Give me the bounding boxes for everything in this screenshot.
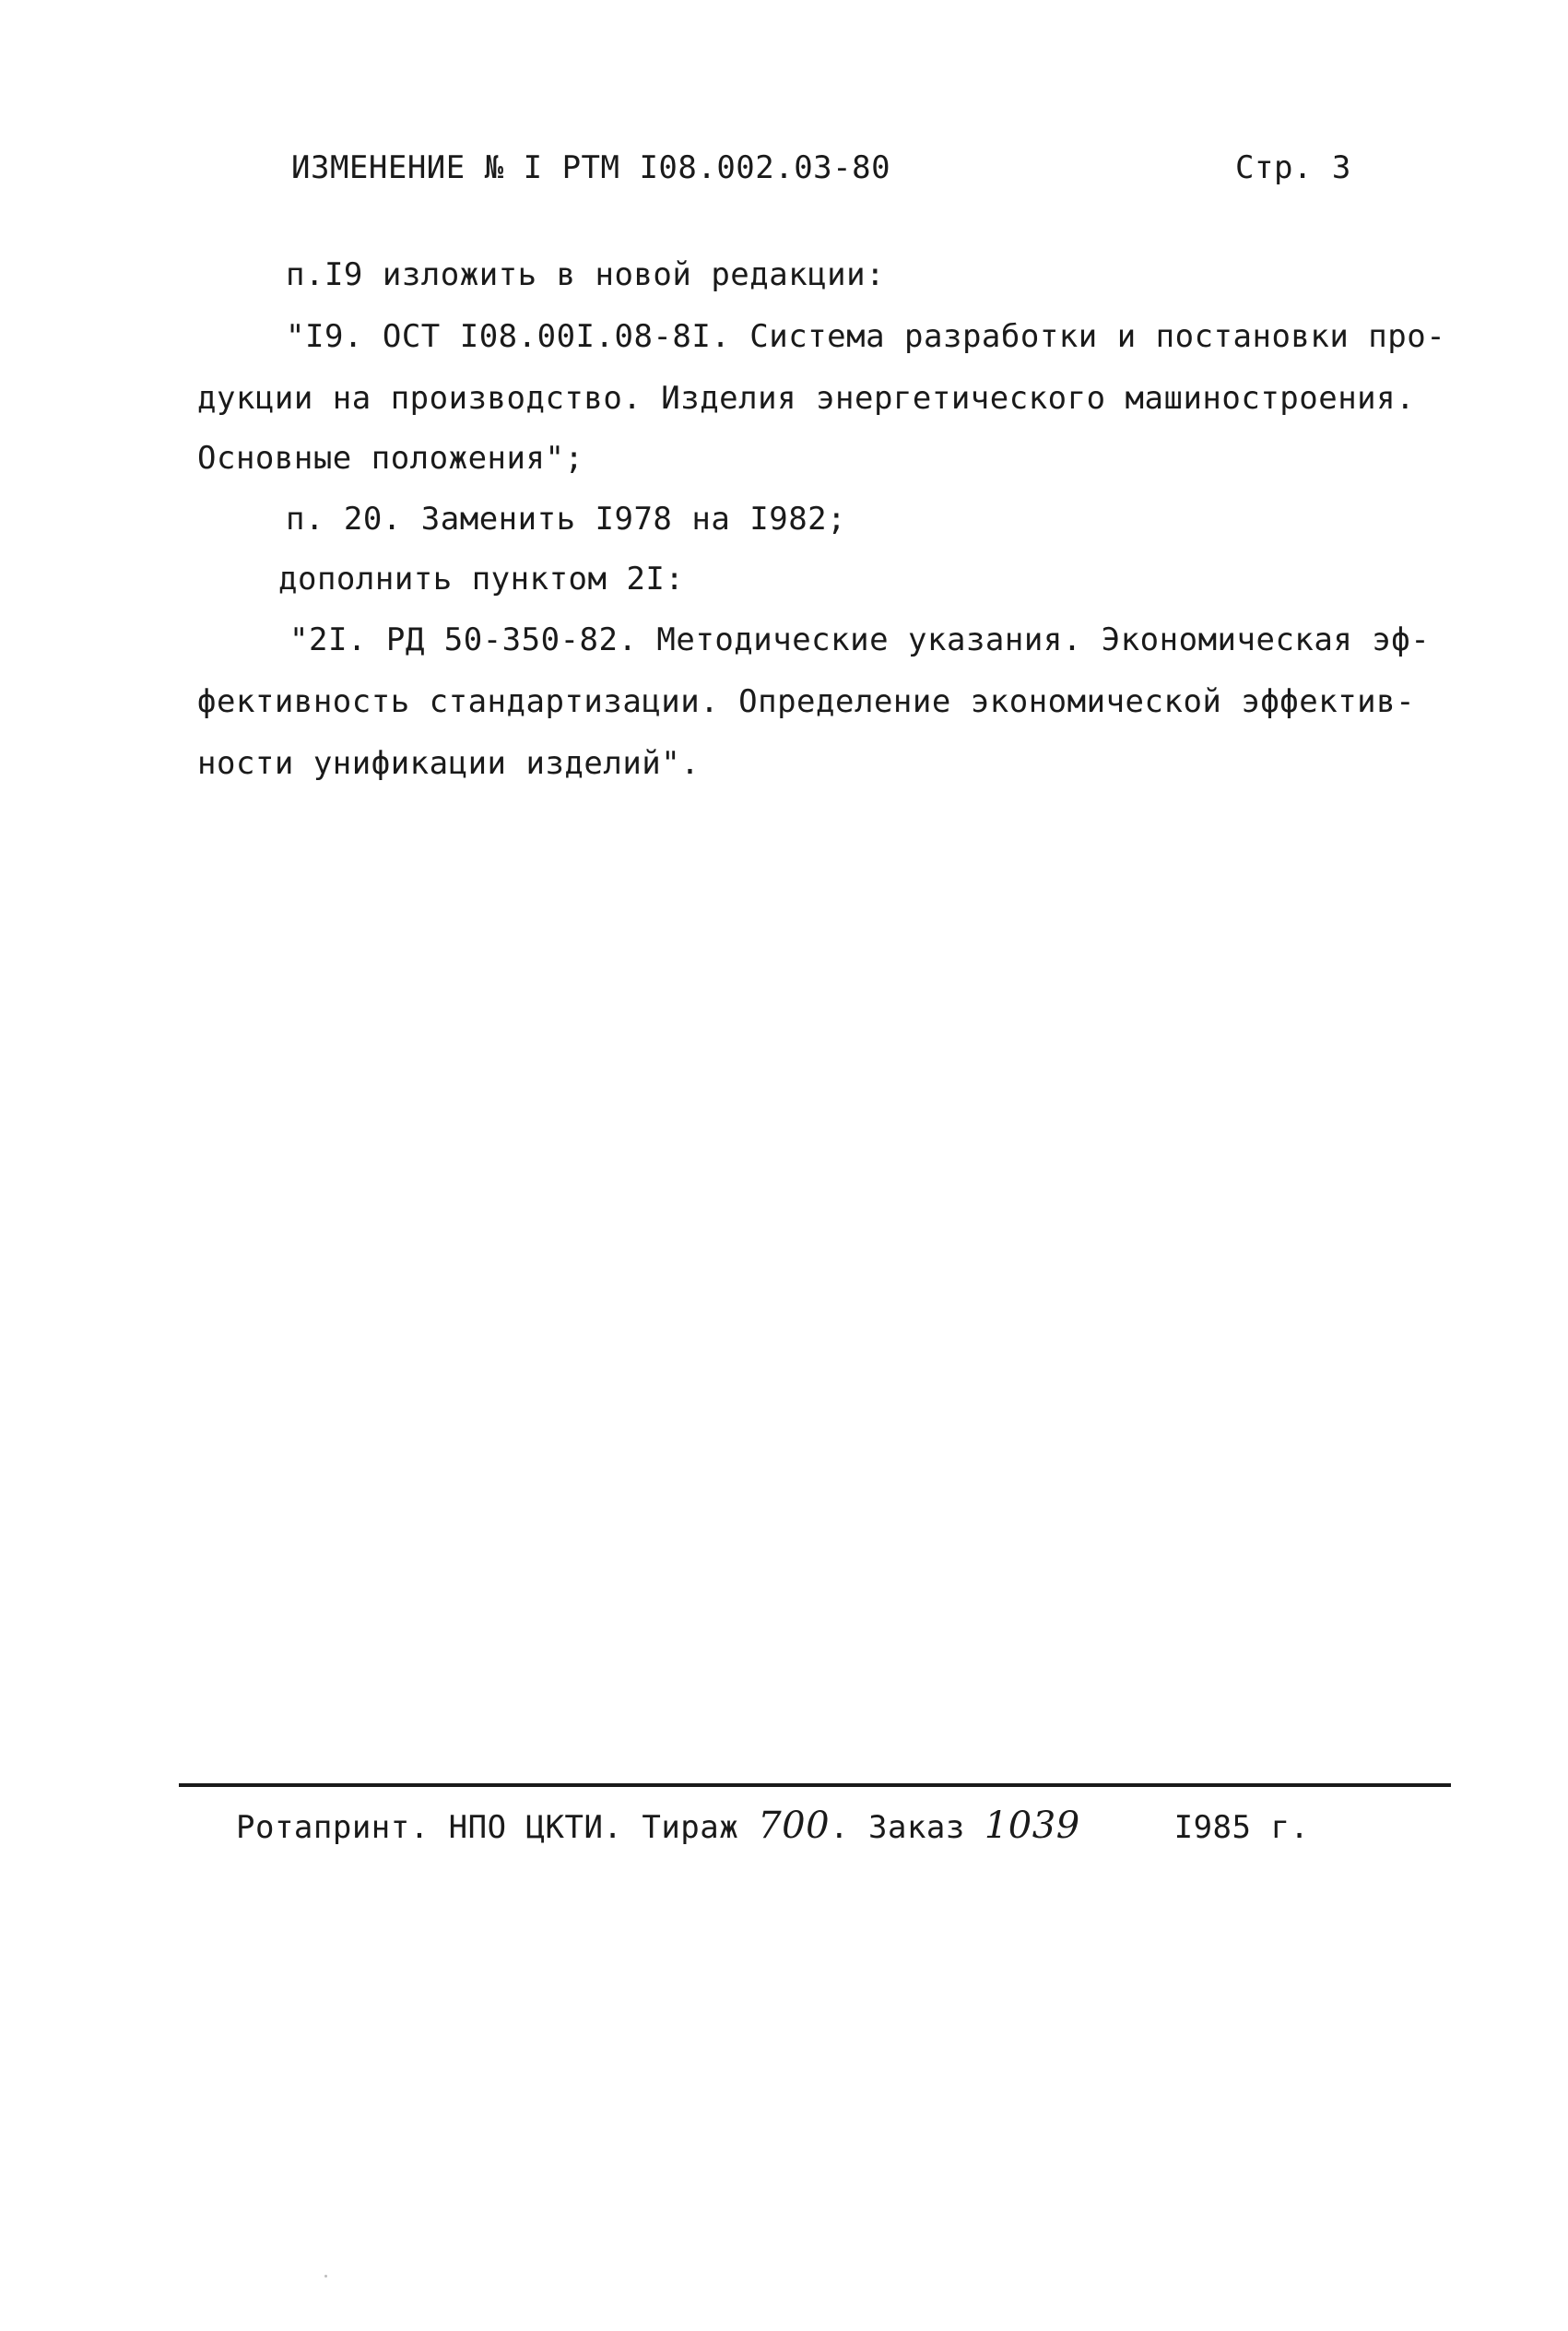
order-number: 1039 [984, 1804, 1080, 1847]
order-label: . Заказ [830, 1809, 965, 1846]
imprint-prefix: Ротапринт. НПО ЦКТИ. Тираж [236, 1809, 739, 1846]
body-line: ности унификации изделий". [197, 745, 701, 782]
body-line: п. 20. Заменить I978 на I982; [286, 501, 847, 538]
body-line: Основные положения"; [197, 440, 584, 477]
body-line: "I9. ОСТ I08.00I.08-8I. Система разработки и постановки про- [286, 318, 1446, 355]
imprint-footer [236, 1805, 1309, 1848]
scan-speck [324, 2275, 327, 2278]
imprint-year: I985 г. [1173, 1809, 1310, 1846]
body-line: фективность стандартизации. Определение экономической эффектив- [197, 683, 1416, 720]
body-line: п.I9 изложить в новой редакции: [286, 256, 886, 293]
body-line: дополнить пунктом 2I: [278, 561, 685, 598]
document-header-title: ИЗМЕНЕНИЕ № I РТМ I08.002.03-80 [291, 149, 891, 186]
footer-divider [179, 1783, 1451, 1787]
circulation-number: 700 [758, 1804, 831, 1847]
page-number: Стр. 3 [1235, 149, 1351, 186]
body-line: "2I. РД 50-350-82. Методические указания. Экономическая эф- [289, 621, 1431, 658]
body-line: дукции на производство. Изделия энергетического машиностроения. [197, 380, 1416, 417]
